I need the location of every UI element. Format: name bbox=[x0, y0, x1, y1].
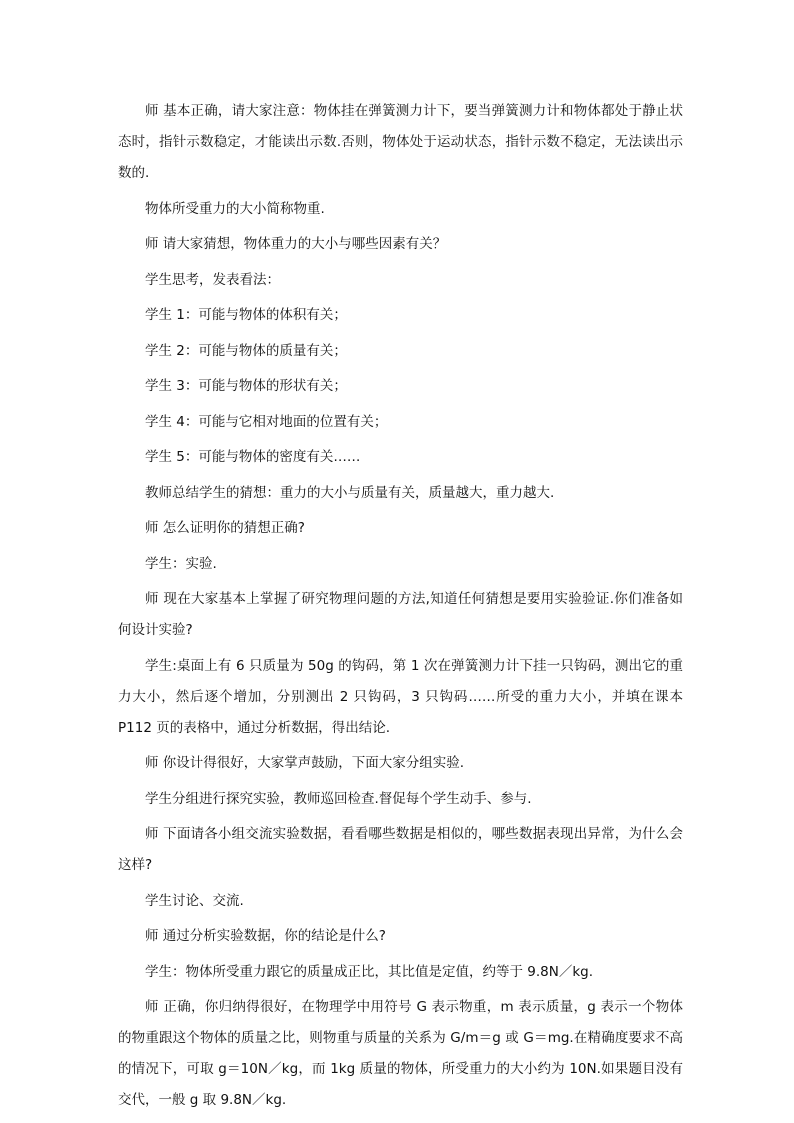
paragraph-20: 学生：物体所受重力跟它的质量成正比，其比值是定值，约等于 9.8N／kg. bbox=[145, 963, 594, 980]
paragraph-2: 物体所受重力的大小简称物重. bbox=[145, 200, 325, 217]
paragraph-21: 师 正确，你归纳得很好，在物理学中用符号 G 表示物重，m 表示质量，g 表示一个物体的物重跟这个物体的质量之比，则物重与质量的关系为 G/m＝g 或 G＝mg.在精确度要求不高的情况下，可取 g＝10N／kg，而 1kg 质量的物体，所受重力的大小约为 10N.如果题目没有交代，一般 g 取 9.8N／kg. bbox=[118, 999, 683, 1108]
paragraph-9: 学生 5：可能与物体的密度有关…… bbox=[145, 449, 361, 465]
document-body bbox=[118, 96, 683, 1121]
paragraph-13: 师 现在大家基本上掌握了研究物理问题的方法,知道任何猜想是要用实验验证.你们准备如何设计实验? bbox=[118, 591, 683, 638]
paragraph-10: 教师总结学生的猜想：重力的大小与质量有关，质量越大，重力越大. bbox=[145, 484, 555, 501]
paragraph-17: 师 下面请各小组交流实验数据，看看哪些数据是相似的，哪些数据表现出异常，为什么会这样? bbox=[118, 826, 683, 873]
paragraph-12: 学生：实验. bbox=[145, 555, 217, 572]
paragraph-14: 学生:桌面上有 6 只质量为 50g 的钩码，第 1 次在弹簧测力计下挂一只钩码，测出它的重力大小，然后逐个增加，分别测出 2 只钩码，3 只钩码……所受的重力大小，并填在课本 P112 页的表格中，通过分析数据，得出结论. bbox=[118, 657, 683, 736]
paragraph-19: 师 通过分析实验数据，你的结论是什么? bbox=[145, 928, 386, 944]
paragraph-1: 师 基本正确，请大家注意：物体挂在弹簧测力计下，要当弹簧测力计和物体都处于静止状态时，指针示数稳定，才能读出示数.否则，物体处于运动状态，指针示数不稳定，无法读出示数的. bbox=[118, 103, 683, 181]
paragraph-6: 学生 2：可能与物体的质量有关； bbox=[145, 342, 347, 359]
paragraph-4: 学生思考，发表看法： bbox=[145, 271, 280, 288]
paragraph-8: 学生 4：可能与它相对地面的位置有关； bbox=[145, 413, 388, 430]
paragraph-16: 学生分组进行探究实验，教师巡回检查.督促每个学生动手、参与. bbox=[145, 790, 532, 807]
paragraph-3: 师 请大家猜想，物体重力的大小与哪些因素有关？ bbox=[145, 236, 447, 252]
paragraph-11: 师 怎么证明你的猜想正确? bbox=[145, 520, 305, 536]
paragraph-15: 师 你设计得很好，大家掌声鼓励，下面大家分组实验. bbox=[145, 755, 465, 771]
paragraph-5: 学生 1：可能与物体的体积有关； bbox=[145, 307, 347, 323]
paragraph-18: 学生讨论、交流. bbox=[145, 892, 244, 909]
paragraph-7: 学生 3：可能与物体的形状有关； bbox=[145, 378, 347, 394]
